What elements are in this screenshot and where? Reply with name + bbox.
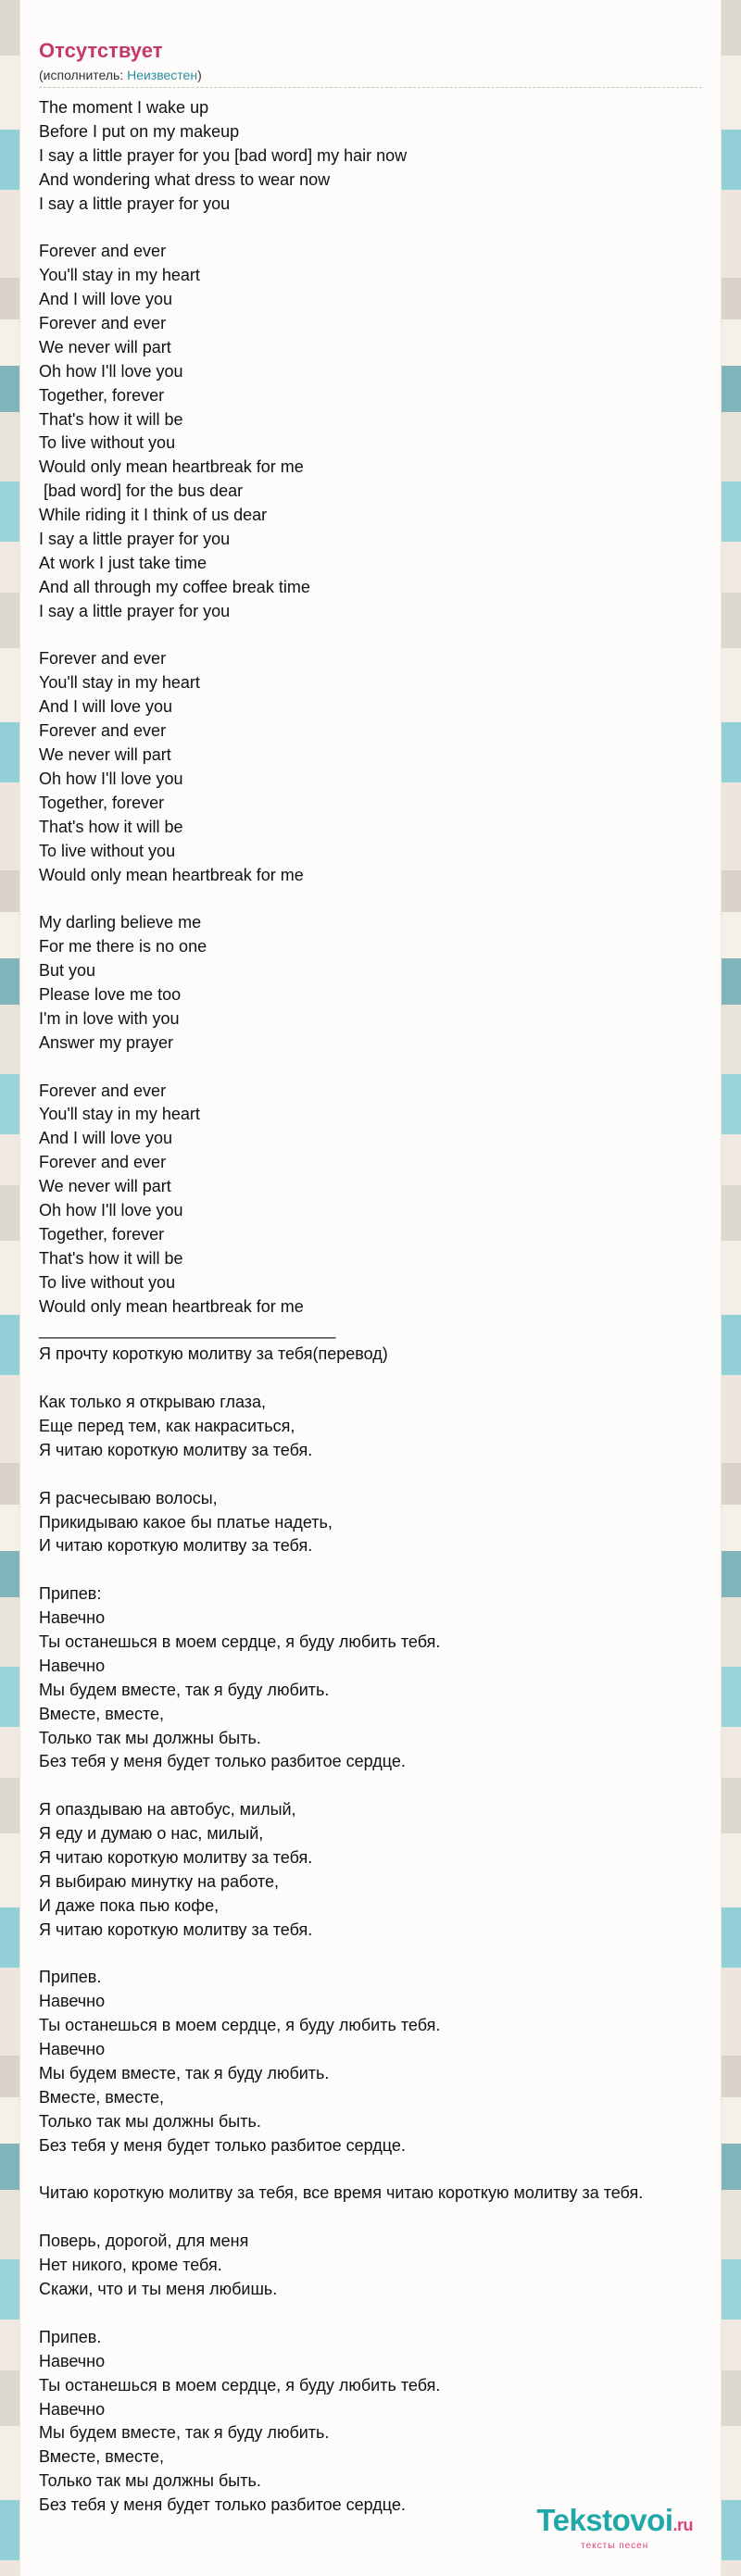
lyric-line: Я читаю короткую молитву за тебя. [39, 1440, 313, 1459]
lyric-line: Припев. [39, 1968, 102, 1987]
lyric-line: Oh how I'll love you [39, 1200, 183, 1219]
lyric-line: While riding it I think of us dear [39, 506, 268, 525]
lyric-line: Я расчесываю волосы, [39, 1488, 218, 1507]
lyric-line: Ты останешься в моем сердце, я буду любить тебя. [39, 2375, 441, 2395]
lyric-line: [bad word] for the bus dear [39, 481, 244, 501]
lyric-line: Forever and ever [39, 721, 167, 741]
lyric-line [39, 1558, 715, 1582]
lyric-line: Только так мы должны быть. [39, 2471, 261, 2491]
lyric-line: Я опаздываю на автобус, милый, [39, 1800, 296, 1819]
lyric-line: And I will love you [39, 1129, 173, 1148]
lyric-line: I say a little prayer for you [bad word] my hair now [39, 145, 408, 165]
site-logo[interactable] [536, 2505, 693, 2552]
lyric-line: Поверь, дорогой, для меня [39, 2232, 249, 2251]
lyric-line [39, 1463, 715, 1487]
lyric-line: We never will part [39, 1177, 171, 1196]
lyric-line: Мы будем вместе, так я буду любить. [39, 1680, 330, 1699]
lyric-line: Вместе, вместе, [39, 1704, 165, 1723]
lyric-line: I say a little prayer for you [39, 194, 231, 213]
lyric-line [39, 2158, 715, 2182]
lyric-line: That's how it will be [39, 817, 183, 836]
lyric-line: Навечно [39, 1656, 106, 1675]
lyric-line: Forever and ever [39, 242, 167, 261]
lyric-line: Forever and ever [39, 314, 167, 333]
performer-link[interactable]: Неизвестен [127, 68, 198, 82]
lyric-line: And all through my coffee break time [39, 577, 310, 596]
lyric-line: И читаю короткую молитву за тебя. [39, 1536, 313, 1556]
lyric-line: Еще перед тем, как накраситься, [39, 1416, 295, 1435]
lyric-line: Без тебя у меня будет только разбитое сердце. [39, 2495, 406, 2515]
lyric-line: My darling believe me [39, 913, 202, 932]
lyric-line: You'll stay in my heart [39, 1105, 200, 1124]
lyric-line: Скажи, что и ты меня любишь. [39, 2280, 278, 2299]
lyric-line: Припев. [39, 2327, 102, 2346]
song-header [39, 39, 702, 88]
lyric-line: Please love me too [39, 984, 182, 1004]
lyric-line [39, 216, 715, 240]
lyric-line: И даже пока пью кофе, [39, 1895, 220, 1915]
lyric-line: Вместе, вместе, [39, 2087, 165, 2107]
lyric-line: Только так мы должны быть. [39, 1728, 261, 1747]
lyric-line: That's how it will be [39, 409, 183, 429]
lyric-line: Forever and ever [39, 649, 167, 669]
lyric-line: Я читаю короткую молитву за тебя. [39, 1848, 313, 1868]
lyric-line [39, 624, 715, 648]
lyric-line: Ты останешься в моем сердце, я буду любить тебя. [39, 1632, 441, 1651]
lyric-line: Как только я открываю глаза, [39, 1393, 267, 1412]
lyric-line: Я прочту короткую молитву за тебя(перевод) [39, 1344, 388, 1364]
lyrics-sheet [20, 0, 721, 2576]
logo-brand: Tekstovoi [536, 2503, 673, 2537]
lyric-line: Ты останешься в моем сердце, я буду любить тебя. [39, 2016, 441, 2035]
lyric-line: Без тебя у меня будет только разбитое сердце. [39, 2135, 406, 2155]
lyric-line: The moment I wake up [39, 98, 209, 117]
lyric-line: Навечно [39, 1992, 106, 2011]
lyric-line: You'll stay in my heart [39, 673, 200, 693]
lyric-line: Together, forever [39, 793, 165, 812]
lyric-line: Прикидываю какое бы платье надеть, [39, 1512, 333, 1532]
lyric-line: We never will part [39, 337, 171, 356]
lyric-line: Навечно [39, 2351, 106, 2370]
lyric-line [39, 2206, 715, 2230]
lyric-line: To live without you [39, 841, 176, 860]
lyric-line [39, 1056, 715, 1080]
lyric-line: Навечно [39, 2040, 106, 2059]
lyric-line: Я выбираю минутку на работе, [39, 1871, 280, 1891]
lyrics-text [39, 96, 715, 2518]
lyric-line: You'll stay in my heart [39, 266, 200, 285]
lyric-line: Припев: [39, 1584, 102, 1604]
lyric-line: Я читаю короткую молитву за тебя. [39, 1919, 313, 1939]
lyric-line: I'm in love with you [39, 1008, 180, 1028]
lyric-line: For me there is no one [39, 937, 207, 957]
lyric-line: Мы будем вместе, так я буду любить. [39, 2423, 330, 2443]
lyric-line: Together, forever [39, 1224, 165, 1244]
lyric-line: Навечно [39, 1608, 106, 1628]
logo-tagline: тексты песен [581, 2541, 649, 2551]
lyric-line: Я еду и думаю о нас, милый, [39, 1824, 264, 1844]
lyric-line: To live without you [39, 433, 176, 453]
lyric-line [39, 2302, 715, 2326]
song-title: Отсутствует [39, 39, 163, 62]
lyric-line: Would only mean heartbreak for me [39, 1296, 304, 1316]
lyric-line [39, 1943, 715, 1967]
lyric-line: Без тебя у меня будет только разбитое сердце. [39, 1752, 406, 1771]
performer-label: (исполнитель: [39, 68, 128, 82]
lyric-line: Would only mean heartbreak for me [39, 865, 304, 884]
logo-tld: .ru [672, 2516, 693, 2534]
lyric-line: And I will love you [39, 697, 173, 717]
lyric-line: Forever and ever [39, 1081, 167, 1100]
lyric-line: Нет никого, кроме тебя. [39, 2256, 222, 2275]
lyric-line [39, 1774, 715, 1798]
lyric-line: Answer my prayer [39, 1032, 174, 1052]
lyric-line [39, 1367, 715, 1391]
performer-close: ) [197, 68, 202, 82]
lyric-line: ________________________________ [39, 1320, 336, 1340]
lyric-line: At work I just take time [39, 553, 207, 572]
lyric-line: I say a little prayer for you [39, 530, 231, 549]
lyric-line: Вместе, вместе, [39, 2447, 165, 2467]
lyric-line: I say a little prayer for you [39, 601, 231, 620]
lyric-line: Oh how I'll love you [39, 769, 183, 788]
performer-line [39, 67, 702, 83]
lyric-line: And I will love you [39, 290, 173, 309]
lyric-line: Oh how I'll love you [39, 361, 183, 381]
lyric-line: But you [39, 961, 96, 981]
lyric-line [39, 887, 715, 911]
lyric-line: Together, forever [39, 385, 165, 405]
lyric-line: Навечно [39, 2399, 106, 2419]
lyric-line: To live without you [39, 1272, 176, 1292]
lyric-line: Before I put on my makeup [39, 121, 240, 141]
lyric-line: Forever and ever [39, 1153, 167, 1172]
lyric-line: That's how it will be [39, 1248, 183, 1268]
lyric-line: Только так мы должны быть. [39, 2111, 261, 2131]
header-divider [39, 87, 702, 88]
lyric-line: We never will part [39, 745, 171, 765]
lyric-line: Читаю короткую молитву за тебя, все время читаю короткую молитву за тебя. [39, 2183, 644, 2203]
lyric-line: Would only mean heartbreak for me [39, 457, 304, 477]
lyric-line: And wondering what dress to wear now [39, 169, 331, 189]
lyric-line: Мы будем вместе, так я буду любить. [39, 2064, 330, 2083]
